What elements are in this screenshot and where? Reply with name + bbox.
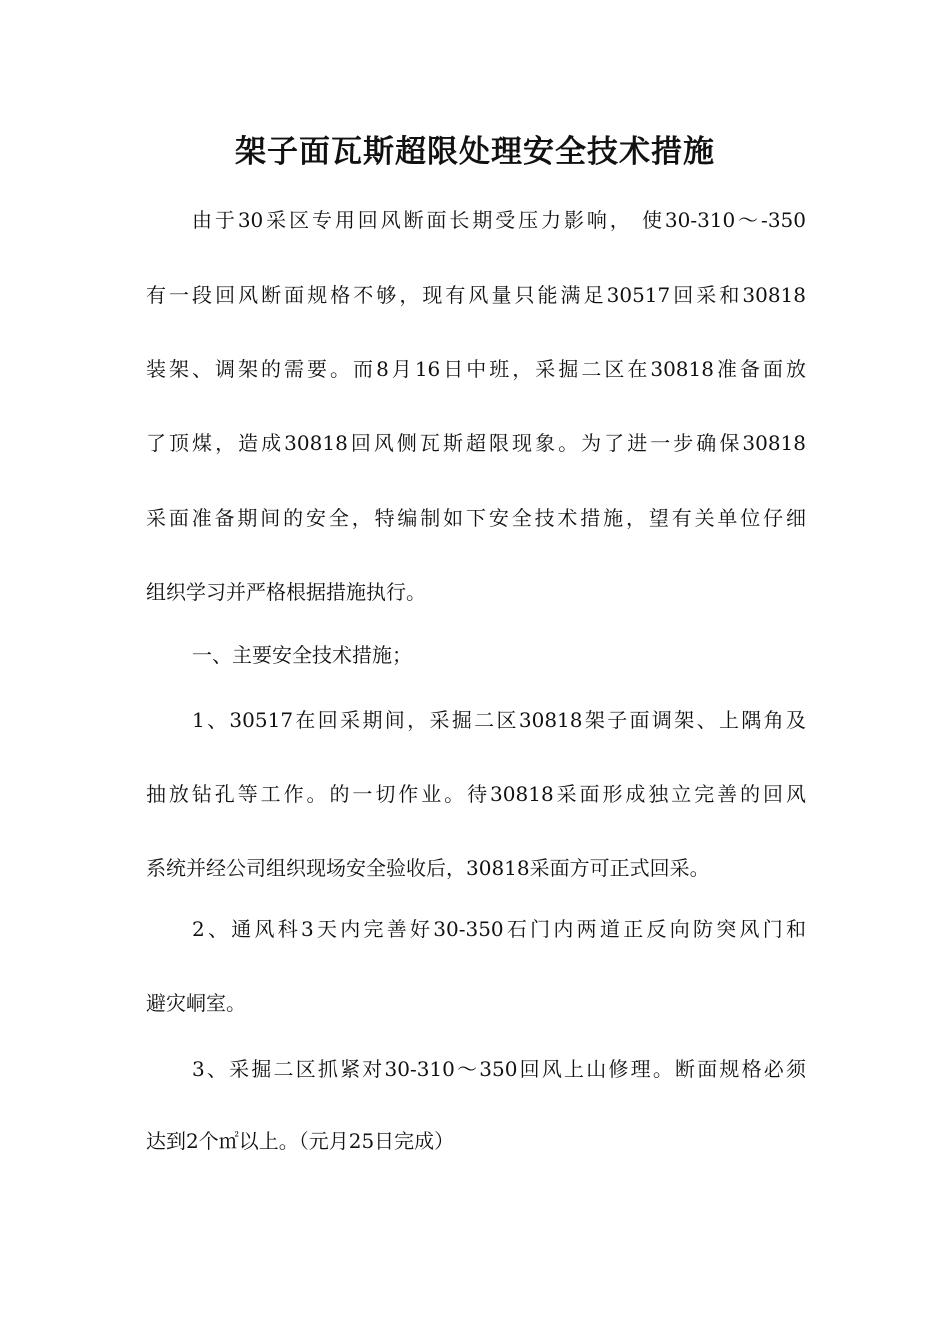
paragraph-line: 有一段回风断面规格不够，现有风量只能满足30517回采和30818 <box>146 283 806 307</box>
paragraph-line: 由于30采区专用回风断面长期受压力影响， 使30-310～-350 <box>192 208 806 232</box>
section-heading: 一、主要安全技术措施； <box>192 643 412 667</box>
paragraph-line: 抽放钻孔等工作。的一切作业。待30818采面形成独立完善的回风 <box>146 782 806 806</box>
document-title: 架子面瓦斯超限处理安全技术措施 <box>235 134 715 170</box>
paragraph-line: 达到2个㎡以上。（元月25日完成） <box>146 1129 455 1153</box>
paragraph-line: 3、采掘二区抓紧对30-310～350回风上山修理。断面规格必须 <box>192 1057 806 1081</box>
paragraph-line: 避灾峒室。 <box>146 991 246 1015</box>
paragraph-line: 系统并经公司组织现场安全验收后，30818采面方可正式回采。 <box>146 856 710 880</box>
paragraph-line: 装架、调架的需要。而8月16日中班，采掘二区在30818准备面放 <box>146 357 806 381</box>
paragraph-line: 1、30517在回采期间，采掘二区30818架子面调架、上隅角及 <box>192 708 806 732</box>
paragraph-line: 组织学习并严格根据措施执行。 <box>146 580 426 604</box>
paragraph-line: 采面准备期间的安全，特编制如下安全技术措施，望有关单位仔细 <box>146 506 806 530</box>
paragraph-line: 了顶煤，造成30818回风侧瓦斯超限现象。为了进一步确保30818 <box>146 431 806 455</box>
paragraph-line: 2、通风科3天内完善好30-350石门内两道正反向防突风门和 <box>192 917 806 941</box>
